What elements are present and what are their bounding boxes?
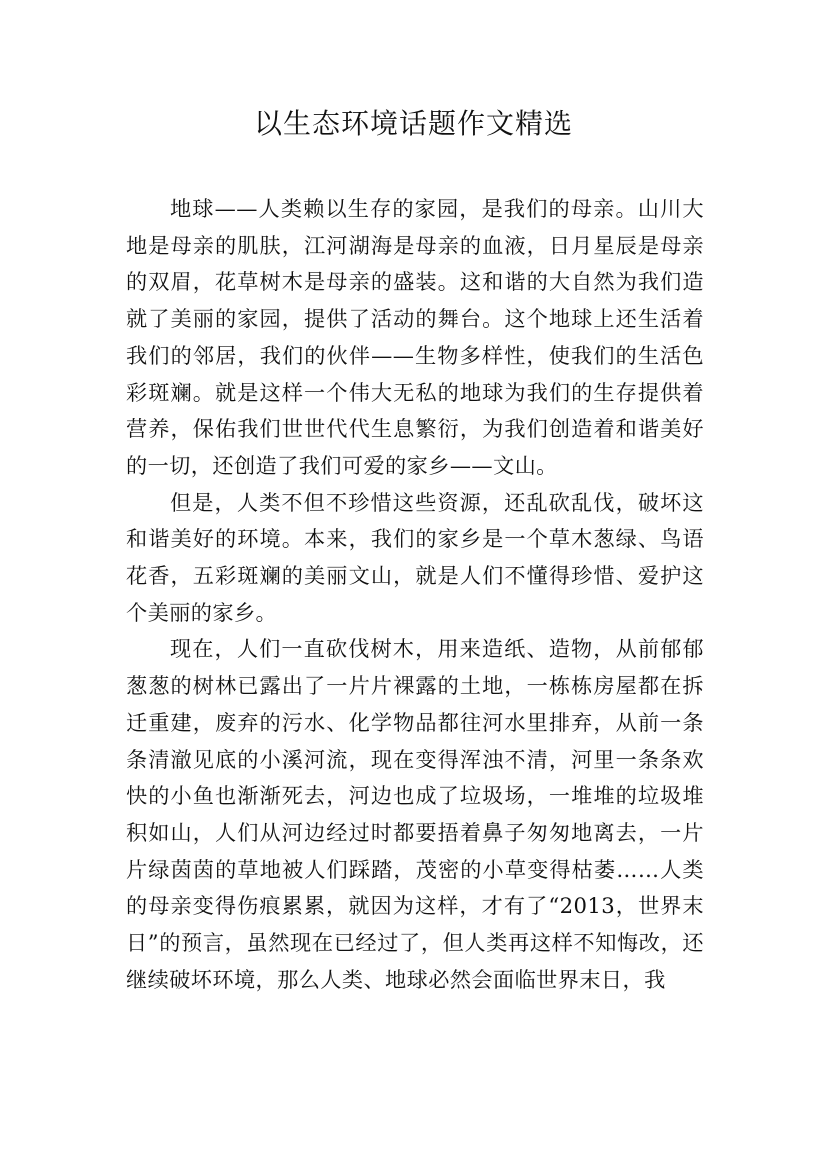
paragraph-3: 现在，人们一直砍伐树木，用来造纸、造物，从前郁郁葱葱的树林已露出了一片片裸露的土地，一栋栋房屋都在拆迁重建，废弃的污水、化学物品都往河水里排弃，从前一条条清澈见底的小溪河流，现在变得浑浊不清，河里一条条欢快的小鱼也渐渐死去，河边也成了垃圾场，一堆堆的垃圾堆积如山，人们从河边经过时都要捂着鼻子匆匆地离去，一片片绿茵茵的草地被人们踩踏，茂密的小草变得枯萎……人类的母亲变得伤痕累累，就因为这样，才有了“2013，世界末日”的预言，虽然现在已经过了，但人类再这样不知悔改，还继续破坏环境，那么人类、地球必然会面临世界末日，我 [126,636,704,992]
paragraph-2: 但是，人类不但不珍惜这些资源，还乱砍乱伐，破坏这和谐美好的环境。本来，我们的家乡是一个草木葱绿、鸟语花香，五彩斑斓的美丽文山，就是人们不懂得珍惜、爱护这个美丽的家乡。 [126,489,704,625]
document-title: 以生态环境话题作文精选 [253,107,573,140]
document-body [126,191,704,998]
paragraph-1: 地球——人类赖以生存的家园，是我们的母亲。山川大地是母亲的肌肤，江河湖海是母亲的血液，日月星辰是母亲的双眉，花草树木是母亲的盛装。这和谐的大自然为我们造就了美丽的家园，提供了活动的舞台。这个地球上还生活着我们的邻居，我们的伙伴——生物多样性，使我们的生活色彩斑斓。就是这样一个伟大无私的地球为我们的生存提供着营养，保佑我们世世代代生息繁衍，为我们创造着和谐美好的一切，还创造了我们可爱的家乡——文山。 [126,196,704,478]
